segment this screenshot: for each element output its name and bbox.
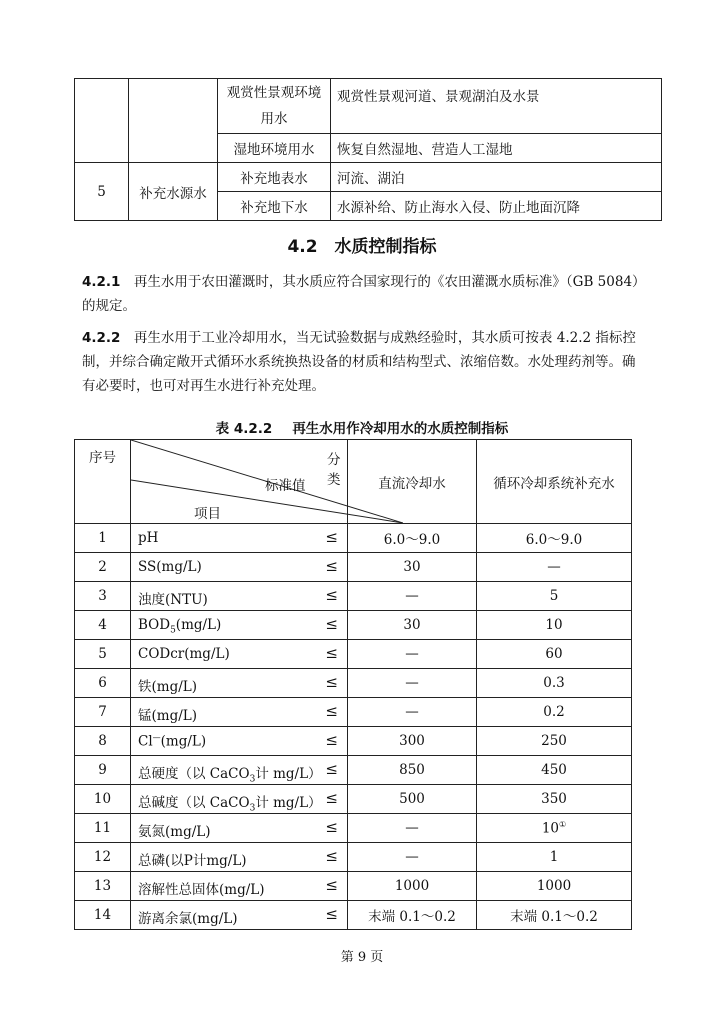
page-number: 第 9 页 xyxy=(340,950,384,965)
value-direct: 850 xyxy=(348,756,477,785)
value-circulating-cell xyxy=(477,698,632,727)
value-circulating-cell xyxy=(477,640,632,669)
value-circulating: 末端 0.1～0.2 xyxy=(510,909,598,925)
value-circulating-cell xyxy=(477,727,632,756)
item-cell xyxy=(131,611,348,640)
table-row xyxy=(75,553,632,582)
group-label: 补充水源水 xyxy=(129,163,218,221)
value-circulating-cell xyxy=(477,901,632,930)
item-cell xyxy=(131,785,348,814)
table-row xyxy=(75,163,662,192)
table-row xyxy=(75,640,632,669)
table-row xyxy=(75,698,632,727)
item-cell xyxy=(131,582,348,611)
value-direct: 末端 0.1～0.2 xyxy=(348,901,477,930)
le-sign: ≤ xyxy=(325,557,338,575)
row-number: 13 xyxy=(75,872,131,901)
header-direct-cooling: 直流冷却水 xyxy=(348,440,477,524)
header-category: 分类 xyxy=(327,452,341,488)
value-circulating-cell xyxy=(477,524,632,553)
value-circulating: 5 xyxy=(549,588,559,604)
use-cell: 湿地环境用水 xyxy=(218,134,331,163)
table-number: 表 4.2.2 xyxy=(215,421,273,437)
value-circulating-cell xyxy=(477,611,632,640)
item-name: CODcr(mg/L) xyxy=(138,646,230,662)
use-cell: 补充地下水 xyxy=(218,192,331,221)
value-circulating-cell xyxy=(477,814,632,843)
item-label xyxy=(138,588,208,608)
value-circulating: 10 xyxy=(545,617,563,633)
header-seq xyxy=(75,440,131,524)
table-body xyxy=(75,524,632,930)
table-header-row xyxy=(75,440,632,524)
value-circulating-cell xyxy=(477,785,632,814)
item-cell xyxy=(131,843,348,872)
item-subscript: 5 xyxy=(170,625,176,636)
table-row xyxy=(75,727,632,756)
le-sign: ≤ xyxy=(325,905,338,923)
row-number: 14 xyxy=(75,901,131,930)
value-direct: — xyxy=(348,698,477,727)
value-direct: 500 xyxy=(348,785,477,814)
row-number: 5 xyxy=(75,640,131,669)
item-label xyxy=(138,559,202,575)
value-circulating: 1 xyxy=(549,849,559,865)
value-circulating: — xyxy=(547,559,561,575)
item-cell xyxy=(131,872,348,901)
row-number: 12 xyxy=(75,843,131,872)
le-sign: ≤ xyxy=(325,586,338,604)
header-seq-label: 序号 xyxy=(89,450,116,466)
table-row xyxy=(75,785,632,814)
table-row xyxy=(75,582,632,611)
clause-number: 4.2.2 xyxy=(82,330,121,346)
le-sign: ≤ xyxy=(325,528,338,546)
row-number: 3 xyxy=(75,582,131,611)
value-direct: — xyxy=(348,582,477,611)
item-label xyxy=(138,849,247,869)
table-row xyxy=(75,611,632,640)
value-direct: 1000 xyxy=(348,872,477,901)
value-circulating: 450 xyxy=(541,762,567,778)
row-number: 11 xyxy=(75,814,131,843)
item-unit: 计 mg/L） xyxy=(255,795,322,811)
value-direct: 30 xyxy=(348,611,477,640)
cooling-water-quality-table xyxy=(74,439,632,930)
value-direct: — xyxy=(348,814,477,843)
item-label xyxy=(138,907,238,927)
item-label xyxy=(138,791,322,814)
value-direct: 6.0～9.0 xyxy=(348,524,477,553)
le-sign: ≤ xyxy=(325,673,338,691)
item-name: 锰(mg/L) xyxy=(138,708,197,724)
item-name: 总碱度（以 CaCO xyxy=(138,795,250,811)
footnote-mark: ① xyxy=(559,819,567,829)
item-name: 铁(mg/L) xyxy=(138,679,197,695)
row-number: 2 xyxy=(75,553,131,582)
le-sign: ≤ xyxy=(325,847,338,865)
header-item: 项目 xyxy=(194,506,221,522)
value-direct: 30 xyxy=(348,553,477,582)
item-unit: (mg/L) xyxy=(175,617,222,633)
le-sign: ≤ xyxy=(325,789,338,807)
paragraph-4-2-1 xyxy=(82,270,644,318)
item-cell xyxy=(131,553,348,582)
item-label xyxy=(138,675,197,695)
item-label xyxy=(138,704,197,724)
value-circulating-cell xyxy=(477,756,632,785)
row-number: 6 xyxy=(75,669,131,698)
item-name: Cl xyxy=(138,733,153,750)
item-label xyxy=(138,878,265,898)
table-title: 再生水用作冷却用水的水质控制指标 xyxy=(292,421,509,437)
table-row xyxy=(75,79,662,134)
desc-cell: 恢复自然湿地、营造人工湿地 xyxy=(331,134,662,163)
row-number: 8 xyxy=(75,727,131,756)
item-cell xyxy=(131,640,348,669)
item-cell xyxy=(131,814,348,843)
value-direct: 300 xyxy=(348,727,477,756)
item-name: BOD xyxy=(138,617,171,633)
table-row xyxy=(75,669,632,698)
table-row xyxy=(75,756,632,785)
table-row xyxy=(75,843,632,872)
desc-cell: 水源补给、防止海水入侵、防止地面沉降 xyxy=(331,192,662,221)
item-cell xyxy=(131,524,348,553)
row-number: 1 xyxy=(75,524,131,553)
item-name: 浊度(NTU) xyxy=(138,592,208,608)
desc-cell: 河流、湖泊 xyxy=(331,163,662,192)
value-circulating: 0.3 xyxy=(543,675,565,691)
row-number: 10 xyxy=(75,785,131,814)
table-caption xyxy=(0,417,724,437)
table-row xyxy=(75,524,632,553)
value-circulating: 6.0～9.0 xyxy=(525,532,583,548)
table-row xyxy=(75,872,632,901)
paragraph-4-2-2 xyxy=(82,326,644,398)
item-unit: 计 mg/L） xyxy=(255,766,322,782)
desc-cell: 观赏性景观河道、景观湖泊及水景 xyxy=(331,79,662,134)
table-cell xyxy=(129,79,218,163)
value-circulating: 1000 xyxy=(536,878,572,894)
value-circulating: 60 xyxy=(545,646,563,662)
item-name: pH xyxy=(138,530,159,546)
le-sign: ≤ xyxy=(325,818,338,836)
table-row xyxy=(75,901,632,930)
value-direct: — xyxy=(348,843,477,872)
use-cell: 观赏性景观环境用水 xyxy=(218,79,331,134)
value-direct: — xyxy=(348,640,477,669)
table-cell xyxy=(75,79,129,163)
item-label xyxy=(138,762,322,785)
use-cell: 补充地表水 xyxy=(218,163,331,192)
item-label xyxy=(138,733,206,750)
value-circulating: 10 xyxy=(541,820,559,837)
value-circulating: 0.2 xyxy=(543,704,565,720)
clause-number: 4.2.1 xyxy=(82,274,121,290)
clause-text: 再生水用于工业冷却用水，当无试验数据与成熟经验时，其水质可按表 4.2.2 指标控制，并综合确定敞开式循环水系统换热设备的材质和结构型式、浓缩倍数。水处理药剂等。确有必要时，也可对再生水进行补充处理。 xyxy=(82,330,636,394)
value-direct: — xyxy=(348,669,477,698)
value-circulating: 250 xyxy=(541,733,567,749)
item-name: 溶解性总固体(mg/L) xyxy=(138,882,265,898)
le-sign: ≤ xyxy=(325,615,338,633)
le-sign: ≤ xyxy=(325,702,338,720)
value-circulating: 350 xyxy=(541,791,567,807)
item-cell xyxy=(131,727,348,756)
row-number: 7 xyxy=(75,698,131,727)
row-number: 9 xyxy=(75,756,131,785)
clause-text: 再生水用于农田灌溉时，其水质应符合国家现行的《农田灌溉水质标准》（GB 5084）的规定。 xyxy=(82,274,639,314)
value-circulating-cell xyxy=(477,669,632,698)
item-superscript: — xyxy=(152,733,161,742)
item-name: 总磷(以P计mg/L) xyxy=(138,853,247,869)
section-title: 4.2 水质控制指标 xyxy=(287,237,437,257)
value-circulating-cell xyxy=(477,582,632,611)
header-circulating-makeup: 循环冷却系统补充水 xyxy=(477,440,632,524)
item-label xyxy=(138,646,230,662)
item-label xyxy=(138,617,221,636)
group-number: 5 xyxy=(75,163,129,221)
le-sign: ≤ xyxy=(325,760,338,778)
item-subscript: 3 xyxy=(249,803,256,814)
le-sign: ≤ xyxy=(325,731,338,749)
item-cell xyxy=(131,901,348,930)
item-unit: (mg/L) xyxy=(160,733,207,750)
le-sign: ≤ xyxy=(325,644,338,662)
item-name: 游离余氯(mg/L) xyxy=(138,911,238,927)
le-sign: ≤ xyxy=(325,876,338,894)
item-subscript: 3 xyxy=(249,774,256,785)
item-name: 氨氮(mg/L) xyxy=(138,824,211,840)
value-circulating-cell xyxy=(477,553,632,582)
item-name: SS(mg/L) xyxy=(138,559,202,575)
header-diagonal-cell xyxy=(131,440,348,524)
table-row xyxy=(75,814,632,843)
item-label xyxy=(138,820,211,840)
item-name: 总硬度（以 CaCO xyxy=(138,766,250,782)
row-number: 4 xyxy=(75,611,131,640)
item-label xyxy=(138,530,158,546)
item-cell xyxy=(131,756,348,785)
value-circulating-cell xyxy=(477,843,632,872)
value-circulating-cell xyxy=(477,872,632,901)
reuse-category-table xyxy=(74,78,662,221)
item-cell xyxy=(131,698,348,727)
item-cell xyxy=(131,669,348,698)
header-standard: 标准值 xyxy=(265,478,306,494)
